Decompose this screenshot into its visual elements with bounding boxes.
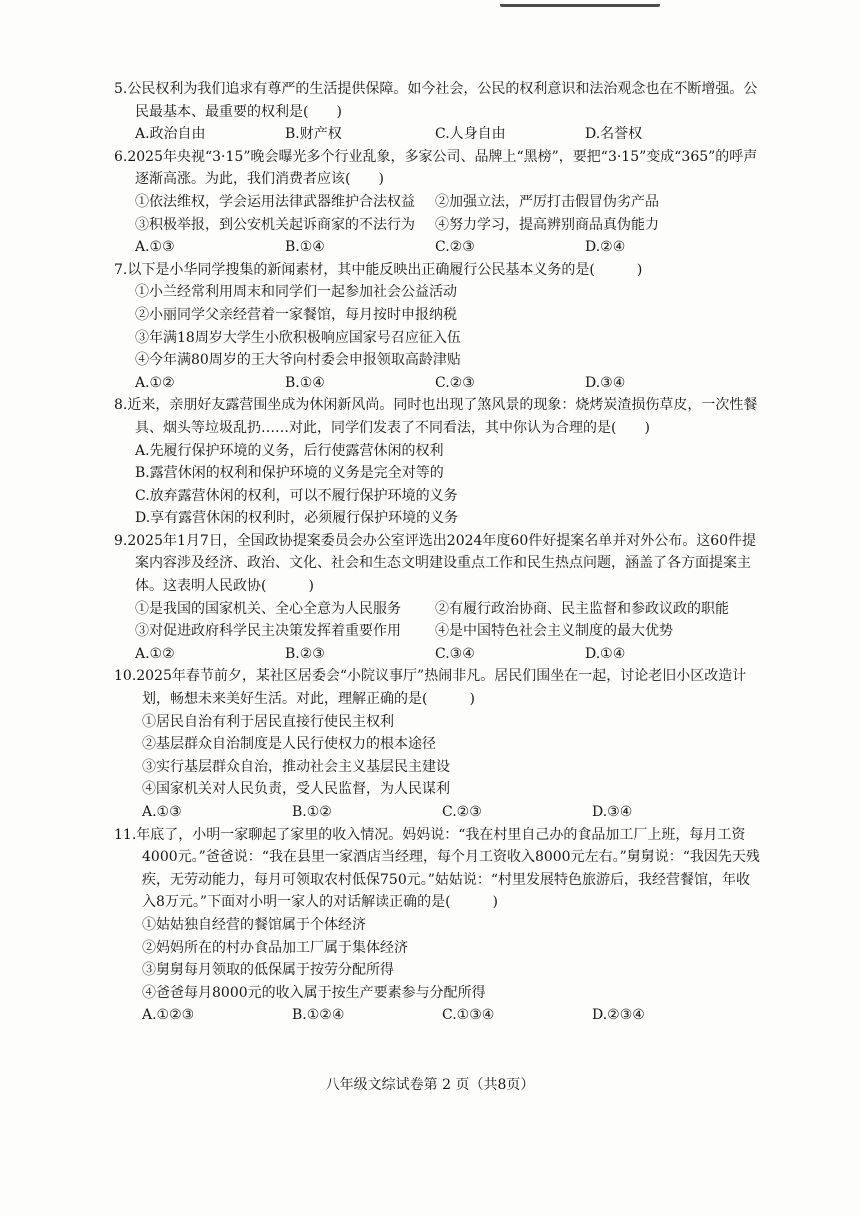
options (114, 643, 764, 666)
question-11 (114, 824, 764, 1027)
options (114, 123, 764, 146)
option-b[interactable]: B.①④ (285, 239, 325, 256)
option-b[interactable]: B.①④ (285, 374, 325, 391)
statement: ①姑姑独自经营的餐馆属于个体经济 (142, 916, 366, 933)
option-b[interactable]: B.露营休闲的权利和保护环境的义务是完全对等的 (135, 465, 444, 482)
statement: ③对促进政府科学民主决策发挥着重要作用 (135, 623, 401, 640)
question-6 (114, 146, 764, 259)
statement: ④爸爸每月8000元的收入属于按生产要素参与分配所得 (142, 984, 486, 1001)
page-footer: 八年级文综试卷第 2 页（共8页） (325, 1077, 535, 1093)
statement: ②妈妈所在的村办食品加工厂属于集体经济 (142, 939, 408, 956)
question-stem: 7.以下是小华同学搜集的新闻素材，其中能反映出正确履行公民基本义务的是( ) (114, 261, 643, 278)
statement-row (114, 598, 764, 621)
statement: ②基层群众自治制度是人民行使权力的根本途径 (142, 736, 436, 753)
option-a[interactable]: A.先履行保护环境的义务，后行使露营休闲的权利 (135, 442, 444, 459)
option-a[interactable]: A.①③ (135, 239, 175, 256)
option-d[interactable]: D.名誉权 (585, 126, 643, 143)
statement: ④是中国特色社会主义制度的最大优势 (435, 623, 673, 640)
option-d[interactable]: D.③④ (592, 804, 633, 820)
question-stem: 9.2025年1月7日，全国政协提案委员会办公室评选出2024年度60件好提案名单并对外公布。这60件提案内容涉及经济、政治、文化、社会和生态文明建设重点工作和民生热点问题，涵盖了各方面提案主体。这表明人民政协( ) (114, 532, 757, 595)
statement: ③积极举报，到公安机关起诉商家的不法行为 (135, 216, 415, 233)
statement: ①居民自治有利于居民直接行使民主权利 (142, 713, 394, 730)
question-7 (114, 259, 764, 395)
option-c[interactable]: C.放弃露营休闲的权利，可以不履行保护环境的义务 (135, 487, 458, 504)
option-b[interactable]: B.①② (292, 804, 332, 820)
question-stem: 8.近来，亲朋好友露营围坐成为休闲新风尚。同时也出现了煞风景的现象：烧烤炭渣损伤草皮，一次性餐具、烟头等垃圾乱扔……对此，同学们发表了不同看法，其中你认为合理的是( ) (114, 397, 758, 436)
option-b[interactable]: B.财产权 (285, 126, 342, 143)
statement: ①小兰经常利用周末和同学们一起参加社会公益活动 (135, 284, 457, 301)
question-stem: 10.2025年春节前夕，某社区居委会“小院议事厅”热闹非凡。居民们围坐在一起，讨论老旧小区改造计划，畅想未来美好生活。对此，理解正确的是( ) (114, 668, 747, 708)
option-a[interactable]: A.①② (135, 645, 175, 662)
statement: ③实行基层群众自治，推动社会主义基层民主建设 (142, 758, 450, 775)
statement: ③年满18周岁大学生小欣积极响应国家号召应征入伍 (135, 329, 461, 346)
options (114, 801, 764, 824)
option-b[interactable]: B.②③ (285, 645, 325, 662)
option-d[interactable]: D.②④ (585, 239, 626, 256)
statement: ①依法维权，学会运用法律武器维护合法权益 (135, 193, 415, 210)
option-a[interactable]: A.①③ (142, 804, 182, 820)
statement: ③舅舅每月领取的低保属于按劳分配所得 (142, 962, 394, 979)
option-a[interactable]: A.①②③ (142, 1007, 195, 1024)
statement: ②有履行政治协商、民主监督和参政议政的职能 (435, 600, 729, 617)
statement: ④努力学习，提高辨别商品真伪能力 (435, 216, 659, 233)
statement: ④今年满80周岁的王大爷向村委会申报领取高龄津贴 (135, 352, 461, 369)
question-8 (114, 394, 764, 530)
option-c[interactable]: C.②③ (435, 239, 475, 256)
options (114, 1004, 764, 1027)
option-d[interactable]: D.②③④ (592, 1007, 645, 1024)
option-d[interactable]: D.①④ (585, 645, 626, 662)
question-10 (114, 665, 764, 823)
statement: ②小丽同学父亲经营着一家餐馆，每月按时申报纳税 (135, 306, 457, 323)
statement-row (114, 620, 764, 643)
statement-row (114, 214, 764, 237)
statement-row (114, 191, 764, 214)
option-c[interactable]: C.②③ (435, 374, 475, 391)
question-5 (114, 78, 764, 146)
option-b[interactable]: B.①②④ (292, 1007, 345, 1024)
options (114, 372, 764, 395)
option-c[interactable]: C.③④ (435, 645, 475, 662)
header-fragment (500, 0, 660, 7)
question-stem: 11.年底了，小明一家聊起了家里的收入情况。妈妈说：“我在村里自己办的食品加工厂上班，每月工资4000元。”爸爸说：“我在县里一家酒店当经理，每个月工资收入8000元左右。”舅舅说：“我因先天残疾，无劳动能力，每月可领取农村低保750元。”姑姑说：“村里发展特色旅游后，我经营餐馆，年收入8万元。”下面对小明一家人的对话解读正确的是( ) (114, 826, 760, 911)
option-a[interactable]: A.①② (135, 374, 175, 391)
option-d[interactable]: D.享有露营休闲的权利时，必须履行保护环境的义务 (135, 510, 459, 527)
option-c[interactable]: C.①③④ (442, 1007, 495, 1024)
statement: ②加强立法，严厉打击假冒伪劣产品 (435, 193, 659, 210)
option-c[interactable]: C.人身自由 (435, 126, 506, 143)
statement: ④国家机关对人民负责，受人民监督，为人民谋利 (142, 781, 450, 798)
question-stem: 6.2025年央视“3·15”晚会曝光多个行业乱象，多家公司、品牌上“黑榜”，要把“3·15”变成“365”的呼声逐渐高涨。为此，我们消费者应该( ) (114, 148, 758, 188)
option-c[interactable]: C.②③ (442, 804, 482, 820)
statement: ①是我国的国家机关、全心全意为人民服务 (135, 600, 401, 617)
option-d[interactable]: D.③④ (585, 374, 626, 391)
question-list (114, 78, 764, 1027)
question-stem: 5.公民权利为我们追求有尊严的生活提供保障。如今社会，公民的权利意识和法治观念也在不断增强。公民最基本、最重要的权利是( ) (114, 81, 758, 120)
question-9 (114, 530, 764, 666)
options (114, 236, 764, 259)
option-a[interactable]: A.政治自由 (135, 126, 206, 143)
